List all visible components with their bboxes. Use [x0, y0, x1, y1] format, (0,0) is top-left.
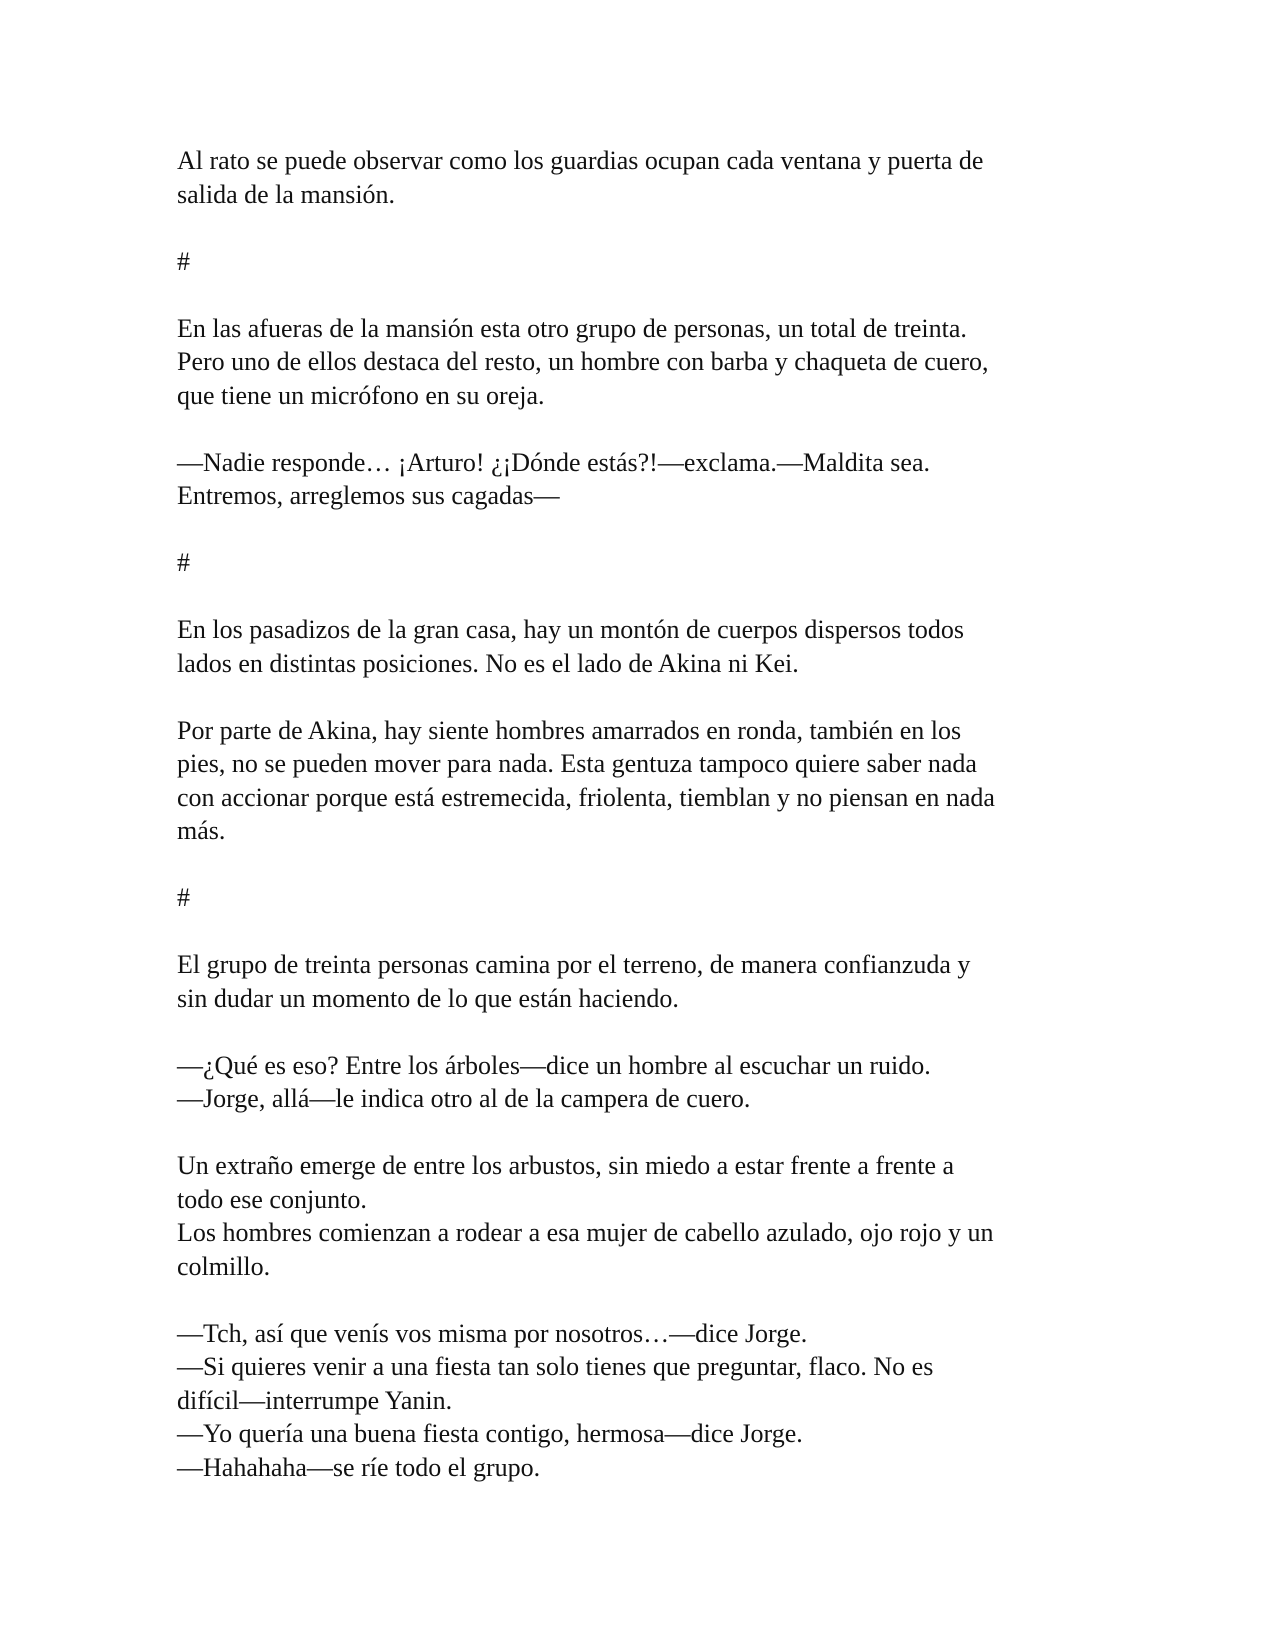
paragraph-gap: [177, 915, 1107, 949]
paragraph-gap: [177, 211, 1107, 245]
text-line: Al rato se puede observar como los guardias ocupan cada ventana y puerta de: [177, 146, 984, 175]
text-line: —Yo quería una buena fiesta contigo, hermosa—dice Jorge.: [177, 1419, 803, 1448]
text-line: salida de la mansión.: [177, 179, 396, 209]
text-line: —Hahahaha—se ríe todo el grupo.: [177, 1452, 541, 1482]
paragraph-gap: [177, 412, 1107, 446]
text-line: colmillo.: [177, 1251, 271, 1281]
scene-separator: #: [177, 246, 190, 276]
text-line: que tiene un micrófono en su oreja.: [177, 380, 545, 410]
text-line: —¿Qué es eso? Entre los árboles—dice un hombre al escuchar un ruido.: [177, 1050, 931, 1080]
text-line: con accionar porque está estremecida, friolenta, tiemblan y no piensan en nada: [177, 782, 995, 812]
text-line: más.: [177, 816, 226, 845]
text-line: Por parte de Akina, hay siente hombres amarrados en ronda, también en los: [177, 715, 962, 745]
scene-separator: #: [177, 883, 190, 912]
text-line: En las afueras de la mansión esta otro grupo de personas, un total de treinta.: [177, 313, 967, 343]
text-line: todo ese conjunto.: [177, 1184, 367, 1214]
text-line: difícil—interrumpe Yanin.: [177, 1385, 453, 1415]
text-line: pies, no se pueden mover para nada. Esta gentuza tampoco quiere saber nada: [177, 749, 977, 778]
paragraph-gap: [177, 1015, 1107, 1049]
text-line: Un extraño emerge de entre los arbustos, sin miedo a estar frente a frente a: [177, 1151, 955, 1180]
text-line: lados en distintas posiciones. No es el lado de Akina ni Kei.: [177, 648, 799, 678]
paragraph-gap: [177, 848, 1107, 882]
text-line: —Nadie responde… ¡Arturo! ¿¡Dónde estás?!—exclama.—Maldita sea.: [177, 447, 930, 477]
text-line: sin dudar un momento de lo que están haciendo.: [177, 983, 679, 1013]
text-line: El grupo de treinta personas camina por el terreno, de manera confianzuda y: [177, 950, 971, 979]
text-line: —Si quieres venir a una fiesta tan solo tienes que preguntar, flaco. No es: [177, 1352, 934, 1381]
text-line: Entremos, arreglemos sus cagadas—: [177, 481, 560, 510]
paragraph-gap: [177, 513, 1107, 547]
scene-separator: #: [177, 548, 190, 577]
text-line: —Jorge, allá—le indica otro al de la campera de cuero.: [177, 1084, 751, 1113]
paragraph-gap: [177, 278, 1107, 312]
paragraph-gap: [177, 680, 1107, 714]
document-body: [177, 144, 1107, 1484]
text-line: —Tch, así que venís vos misma por nosotros…—dice Jorge.: [177, 1318, 808, 1348]
paragraph-gap: [177, 1116, 1107, 1150]
text-line: Los hombres comienzan a rodear a esa mujer de cabello azulado, ojo rojo y un: [177, 1218, 994, 1247]
text-line: Pero uno de ellos destaca del resto, un hombre con barba y chaqueta de cuero,: [177, 347, 989, 376]
paragraph-gap: [177, 1283, 1107, 1317]
paragraph-gap: [177, 580, 1107, 614]
text-line: En los pasadizos de la gran casa, hay un montón de cuerpos dispersos todos: [177, 615, 965, 644]
